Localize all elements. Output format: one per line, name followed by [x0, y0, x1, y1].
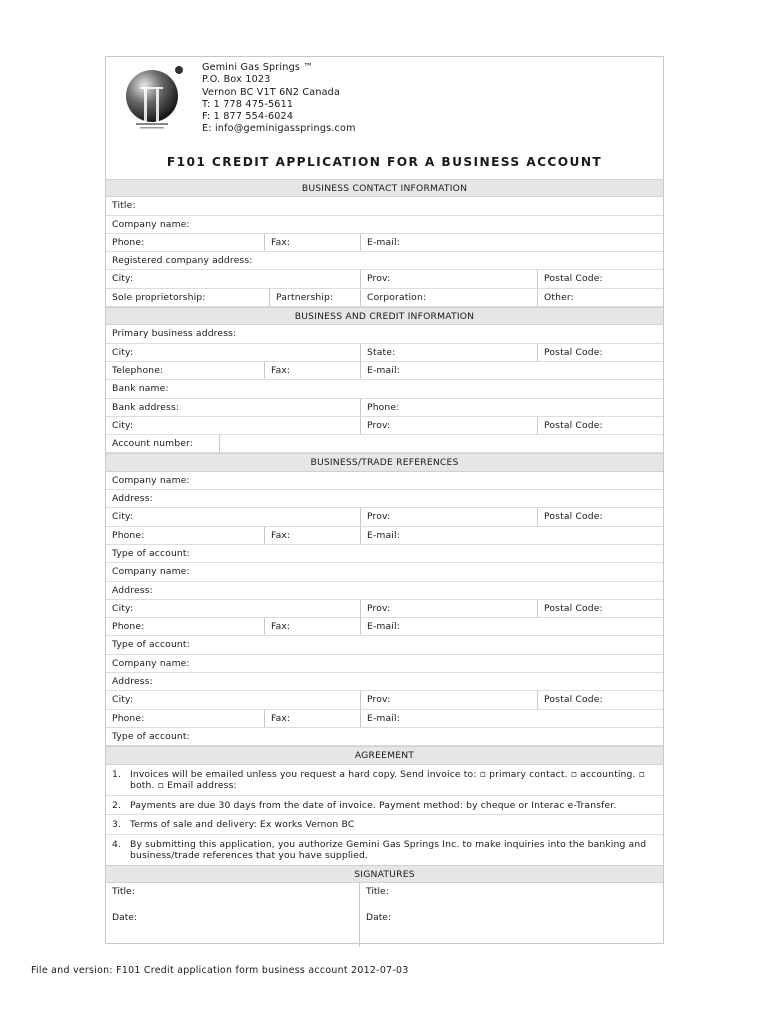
account-number-field[interactable]: Account number:	[112, 438, 194, 450]
ref-fax-field[interactable]: Fax:	[264, 710, 360, 727]
ref-company-name-field[interactable]: Company name:	[112, 474, 190, 486]
signature-block	[106, 883, 663, 947]
signature-column-right	[360, 883, 663, 947]
ref-type-of-account-field[interactable]: Type of account:	[112, 730, 190, 742]
fax-field[interactable]: Fax:	[264, 234, 360, 251]
field-row-company	[106, 216, 663, 234]
prov-field[interactable]: Prov:	[360, 270, 537, 287]
ref-city-field[interactable]: City:	[112, 694, 134, 706]
agreement-item: 4. By submitting this application, you authorize Gemini Gas Springs Inc. to make inquiries into the banking and business/trade references that you have supplied.	[112, 838, 647, 862]
section-agreement: AGREEMENT	[106, 746, 663, 764]
partnership-field[interactable]: Partnership:	[269, 289, 360, 306]
postal-code-field[interactable]: Postal Code:	[537, 344, 663, 361]
agreement-item: 2. Payments are due 30 days from the date of invoice. Payment method: by cheque or Interac e-Transfer.	[106, 796, 663, 816]
section-business-credit: BUSINESS AND CREDIT INFORMATION	[106, 307, 663, 325]
bank-address-field[interactable]: Bank address:	[112, 401, 180, 413]
other-field[interactable]: Other:	[537, 289, 663, 306]
email-field[interactable]: E-mail:	[360, 362, 663, 379]
reference-3	[106, 655, 663, 746]
ref-phone-field[interactable]: Phone:	[112, 621, 145, 633]
field-row-registered-address	[106, 252, 663, 270]
ref-address-field[interactable]: Address:	[112, 493, 153, 505]
ref-address-field[interactable]: Address:	[112, 584, 153, 596]
bank-prov-field[interactable]: Prov:	[360, 417, 537, 434]
ref-email-field[interactable]: E-mail:	[360, 618, 663, 635]
company-phone: T: 1 778 475-5611	[202, 98, 294, 110]
company-logo	[122, 63, 188, 135]
company-city: Vernon BC V1T 6N2 Canada	[202, 86, 341, 98]
ref-prov-field[interactable]: Prov:	[360, 600, 537, 617]
ref-prov-field[interactable]: Prov:	[360, 691, 537, 708]
ref-postal-code-field[interactable]: Postal Code:	[537, 508, 663, 525]
phone-field[interactable]: Phone:	[112, 236, 145, 248]
sig-title-field[interactable]: Title:	[112, 886, 135, 898]
agreement-item: 3. Terms of sale and delivery: Ex works Vernon BC	[106, 815, 663, 835]
company-fax: F: 1 877 554-6024	[202, 111, 294, 123]
field-row-title	[106, 197, 663, 215]
agreement-list	[106, 765, 663, 866]
state-field[interactable]: State:	[360, 344, 537, 361]
bank-name-field[interactable]: Bank name:	[112, 383, 169, 395]
form-header	[106, 57, 663, 154]
primary-address-field[interactable]: Primary business address:	[112, 328, 237, 340]
ref-company-name-field[interactable]: Company name:	[112, 657, 190, 669]
section-trade-references: BUSINESS/TRADE REFERENCES	[106, 453, 663, 471]
ref-company-name-field[interactable]: Company name:	[112, 566, 190, 578]
ref-type-of-account-field[interactable]: Type of account:	[112, 639, 190, 651]
field-row-phone	[106, 234, 663, 252]
field-row-business-type	[106, 289, 663, 307]
company-email[interactable]: E: info@geminigassprings.com	[202, 123, 356, 135]
bank-phone-field[interactable]: Phone:	[360, 399, 663, 416]
ref-postal-code-field[interactable]: Postal Code:	[537, 691, 663, 708]
signature-column-left	[106, 883, 360, 947]
reference-1	[106, 472, 663, 563]
ref-email-field[interactable]: E-mail:	[360, 710, 663, 727]
ref-fax-field[interactable]: Fax:	[264, 618, 360, 635]
company-po-box: P.O. Box 1023	[202, 74, 271, 86]
file-version-footer: File and version: F101 Credit application form business account 2012-07-03	[31, 965, 409, 976]
postal-code-field[interactable]: Postal Code:	[537, 270, 663, 287]
city-field[interactable]: City:	[112, 273, 134, 285]
field-row-city	[106, 270, 663, 288]
form-title: F101 CREDIT APPLICATION FOR A BUSINESS ACCOUNT	[166, 155, 603, 169]
bank-city-field[interactable]: City:	[112, 419, 134, 431]
sig-title-field[interactable]: Title:	[366, 886, 389, 898]
corporation-field[interactable]: Corporation:	[360, 289, 537, 306]
ref-postal-code-field[interactable]: Postal Code:	[537, 600, 663, 617]
company-contact-block	[202, 62, 356, 136]
reference-2	[106, 563, 663, 654]
account-number-input[interactable]	[219, 435, 663, 452]
ref-prov-field[interactable]: Prov:	[360, 508, 537, 525]
ref-city-field[interactable]: City:	[112, 602, 134, 614]
bank-postal-code-field[interactable]: Postal Code:	[537, 417, 663, 434]
fax-field[interactable]: Fax:	[264, 362, 360, 379]
company-name-field[interactable]: Company name:	[112, 218, 190, 230]
title-field[interactable]: Title:	[112, 200, 136, 212]
ref-phone-field[interactable]: Phone:	[112, 529, 145, 541]
ref-address-field[interactable]: Address:	[112, 676, 153, 688]
agreement-item: 1. Invoices will be emailed unless you request a hard copy. Send invoice to: ▫ primary contact. ▫ accounting. ▫ both. ▫ Email address:	[106, 765, 663, 796]
city-field[interactable]: City:	[112, 346, 134, 358]
section-signatures: SIGNATURES	[106, 865, 663, 883]
ref-city-field[interactable]: City:	[112, 511, 134, 523]
credit-application-form	[105, 56, 664, 944]
ref-phone-field[interactable]: Phone:	[112, 712, 145, 724]
sole-proprietorship-field[interactable]: Sole proprietorship:	[112, 291, 206, 303]
ref-fax-field[interactable]: Fax:	[264, 527, 360, 544]
company-name: Gemini Gas Springs ™	[202, 62, 314, 73]
section-business-contact: BUSINESS CONTACT INFORMATION	[106, 179, 663, 197]
telephone-field[interactable]: Telephone:	[112, 364, 164, 376]
email-field[interactable]: E-mail:	[360, 234, 663, 251]
ref-type-of-account-field[interactable]: Type of account:	[112, 547, 190, 559]
registered-address-field[interactable]: Registered company address:	[112, 255, 253, 267]
ref-email-field[interactable]: E-mail:	[360, 527, 663, 544]
sig-date-field[interactable]: Date:	[366, 912, 392, 924]
sig-date-field[interactable]: Date:	[112, 912, 138, 924]
